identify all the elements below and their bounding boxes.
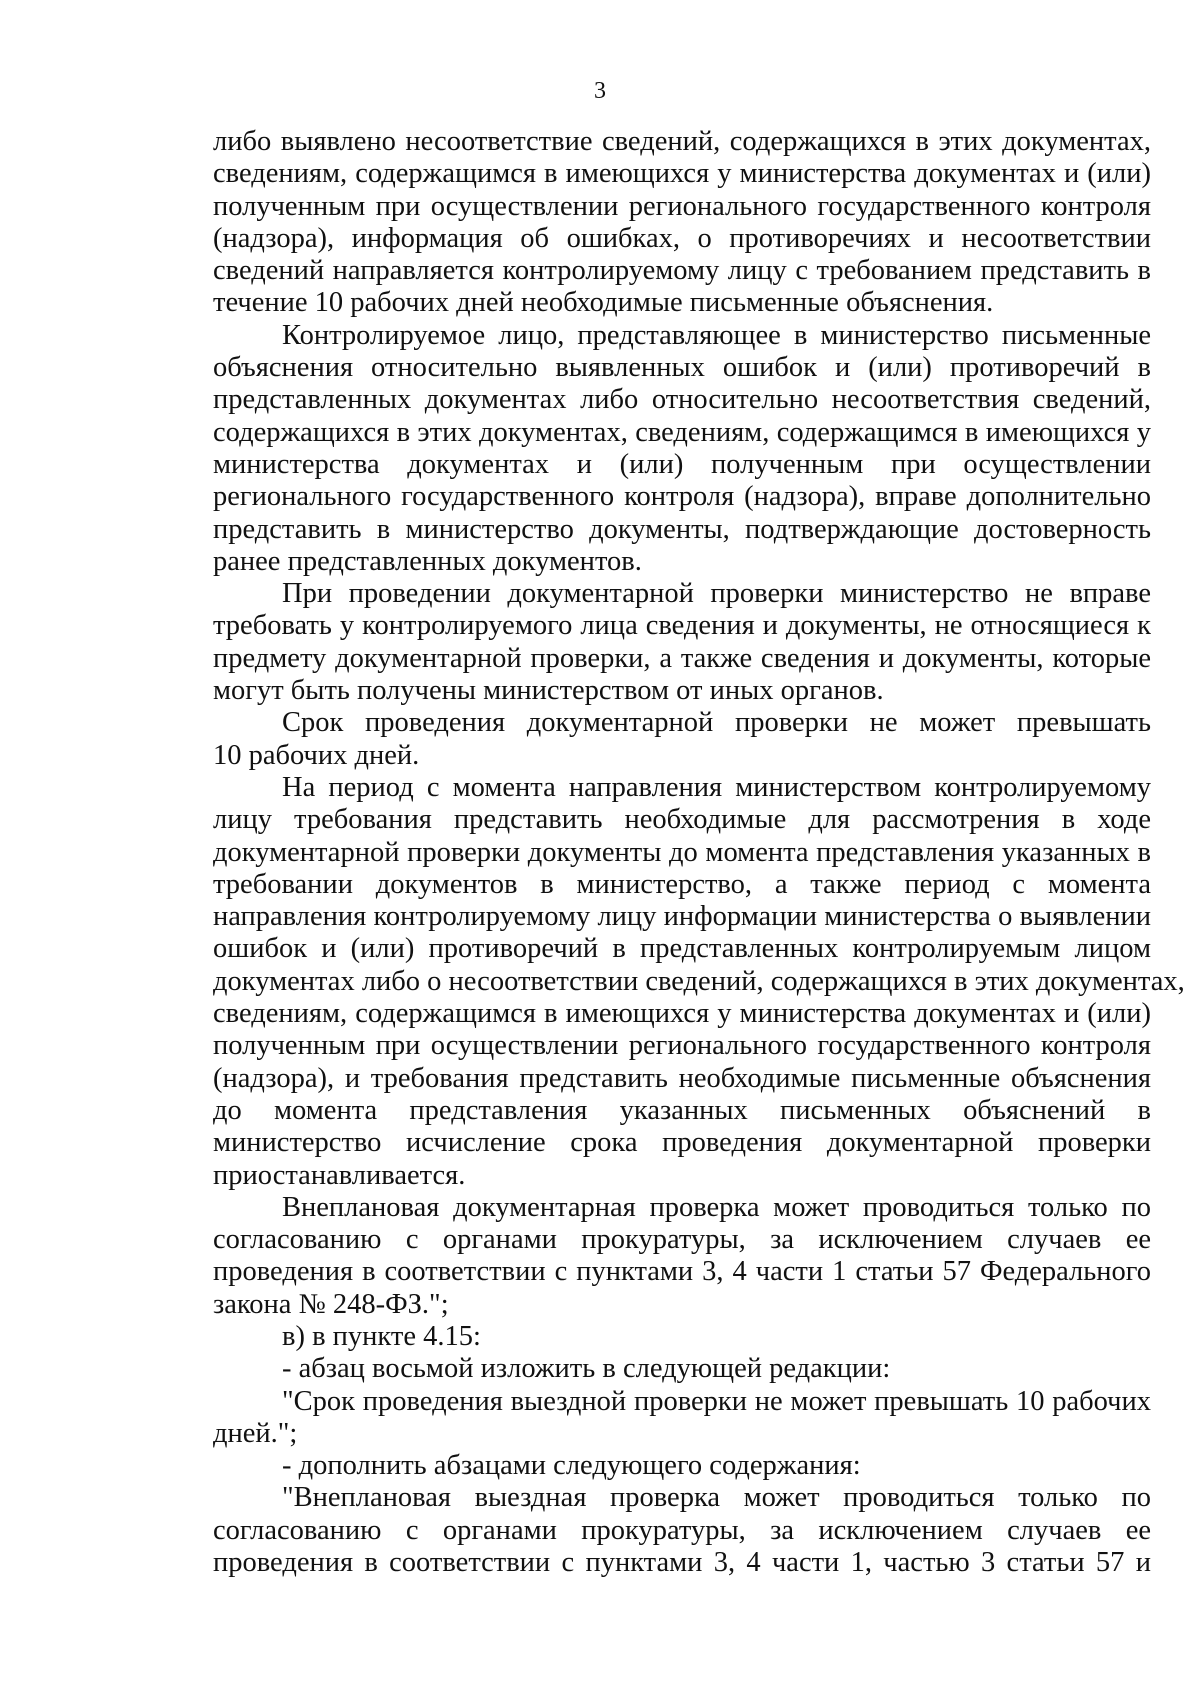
paragraph [213,1450,1151,1482]
text-line: требовании документов в министерство, а также период с момента [213,868,1151,900]
document-body [213,126,1185,1579]
text-line: в) в пункте 4.15: [282,1320,481,1352]
text-line: согласованию с органами прокуратуры, за исключением случаев ее [213,1514,1151,1546]
paragraph [213,1386,1151,1451]
paragraph [213,126,1151,320]
paragraph [213,1482,1151,1579]
text-line: Срок проведения документарной проверки не может превышать [282,707,1151,739]
paragraph [213,1192,1151,1321]
page-number: 3 [594,78,606,104]
text-line: министерства документах и (или) полученным при осуществлении [213,448,1151,480]
text-line: проведения в соответствии с пунктами 3, 4 части 1 статьи 57 Федерального [213,1256,1151,1288]
text-line: "Внеплановая выездная проверка может проводиться только по [282,1482,1151,1514]
paragraph [213,578,1151,707]
text-line: приостанавливается. [213,1159,466,1191]
text-line: Внеплановая документарная проверка может проводиться только по [282,1191,1151,1223]
text-line: На период с момента направления министерством контролируемому [282,771,1151,803]
text-line: "Срок проведения выездной проверки не может превышать 10 рабочих [282,1385,1151,1417]
text-line: направления контролируемому лицу информации министерства о выявлении [213,901,1151,933]
text-line: проведения в соответствии с пунктами 3, 4 части 1, частью 3 статьи 57 и [213,1547,1151,1579]
text-line: ошибок и (или) противоречий в представленных контролируемым лицом [213,933,1151,965]
text-line: 10 рабочих дней. [213,739,420,771]
text-line: закона № 248-ФЗ."; [213,1288,449,1320]
text-line: полученным при осуществлении регионального государственного контроля [213,1030,1151,1062]
text-line: объяснения относительно выявленных ошибок и (или) противоречий в [213,352,1151,384]
text-line: регионального государственного контроля (надзора), вправе дополнительно [213,481,1151,513]
text-line: сведениям, содержащимся в имеющихся у министерства документах и (или) [213,998,1151,1030]
text-line: документах либо о несоответствии сведений, содержащихся в этих документах, [213,965,1185,997]
text-line: министерство исчисление срока проведения документарной проверки [213,1127,1151,1159]
text-line: документарной проверки документы до момента представления указанных в [213,836,1151,868]
text-line: лицу требования представить необходимые для рассмотрения в ходе [213,804,1151,836]
text-line: ранее представленных документов. [213,545,642,577]
text-line: требовать у контролируемого лица сведения и документы, не относящиеся к [213,610,1151,642]
text-line: - дополнить абзацами следующего содержания: [282,1450,861,1482]
text-line: - абзац восьмой изложить в следующей редакции: [282,1353,891,1385]
text-line: (надзора), и требования представить необходимые письменные объяснения [213,1062,1151,1094]
text-line: сведений направляется контролируемому лицу с требованием представить в [213,255,1151,287]
text-line: полученным при осуществлении регионального государственного контроля [213,190,1151,222]
text-line: (надзора), информация об ошибках, о противоречиях и несоответствии [213,222,1151,254]
text-line: дней."; [213,1417,298,1449]
text-line: Контролируемое лицо, представляющее в министерство письменные [282,319,1151,351]
text-line: течение 10 рабочих дней необходимые письменные объяснения. [213,287,994,319]
text-line: согласованию с органами прокуратуры, за исключением случаев ее [213,1224,1151,1256]
paragraph [213,1353,1151,1385]
text-line: При проведении документарной проверки министерство не вправе [282,578,1151,610]
paragraph [213,707,1151,772]
text-line: содержащихся в этих документах, сведениям, содержащимся в имеющихся у [213,416,1151,448]
text-line: предмету документарной проверки, а также сведения и документы, которые [213,642,1151,674]
text-line: либо выявлено несоответствие сведений, содержащихся в этих документах, [213,126,1151,157]
paragraph [213,320,1151,578]
text-line: сведениям, содержащимся в имеющихся у министерства документах и (или) [213,158,1151,190]
paragraph [213,1321,1151,1353]
text-line: представить в министерство документы, подтверждающие достоверность [213,513,1151,545]
text-line: могут быть получены министерством от иных органов. [213,675,884,707]
paragraph [213,771,1185,1192]
text-line: до момента представления указанных письменных объяснений в [213,1094,1151,1126]
text-line: представленных документах либо относительно несоответствия сведений, [213,384,1151,416]
